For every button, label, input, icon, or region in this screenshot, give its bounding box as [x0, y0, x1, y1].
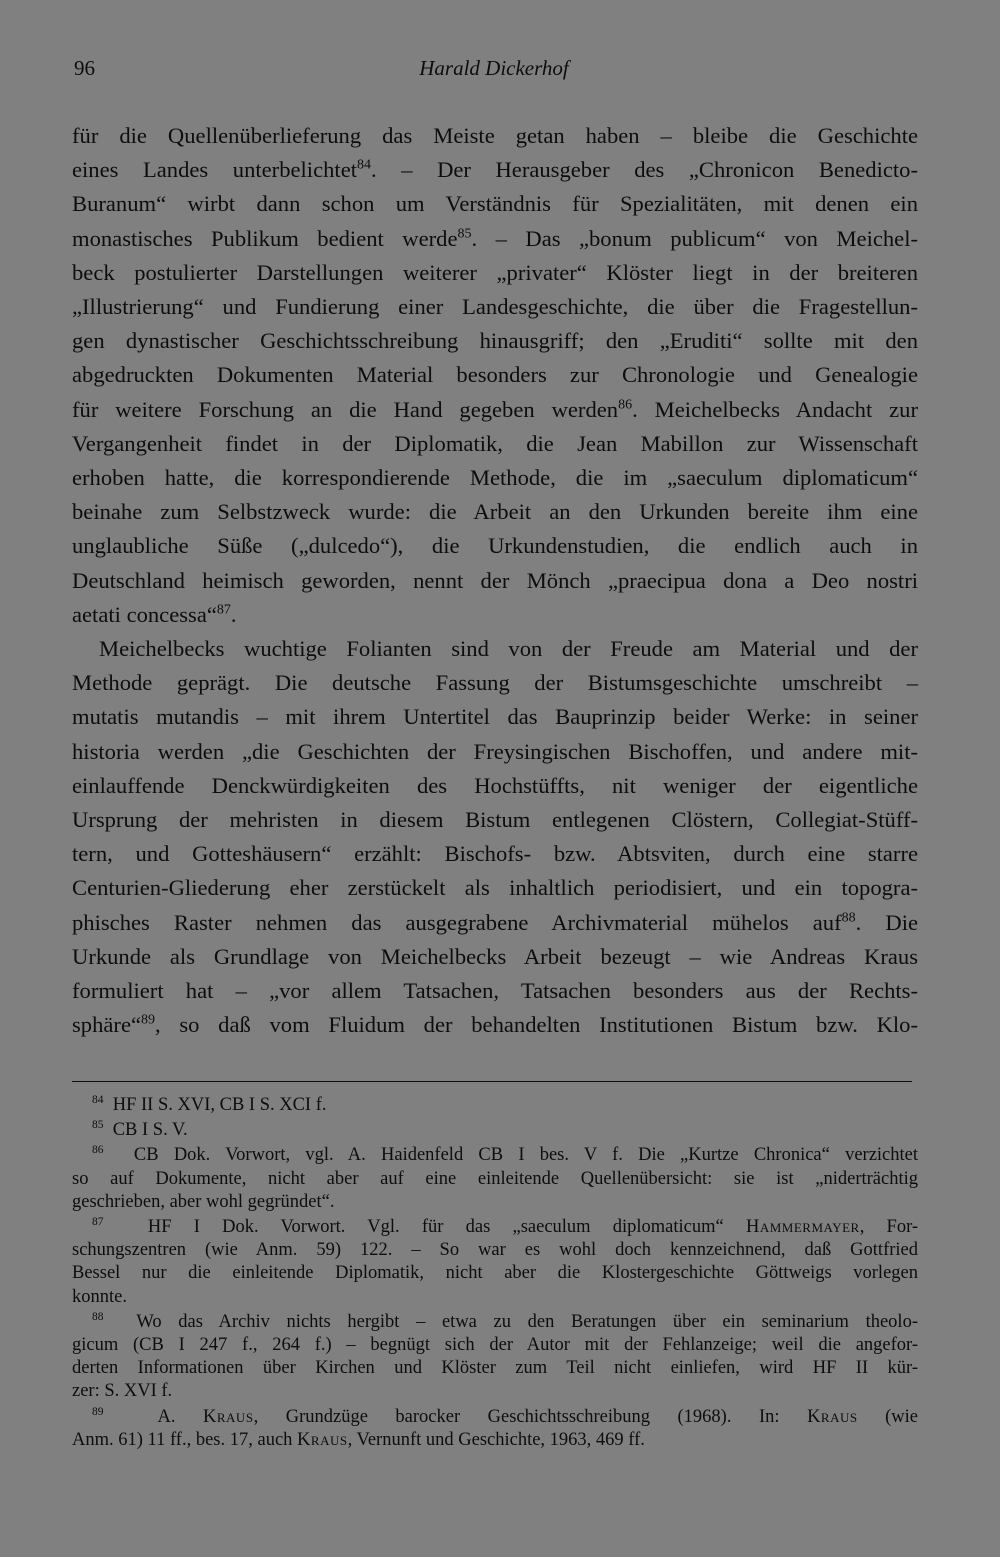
text-line: monastisches Publikum bedient werde$^{85}$. – Das „bonum publicum“ von Meichel- — [72, 225, 918, 251]
text-line: „Illustrierung“ und Fundierung einer Landesgeschichte, die über die Fragestellun- — [72, 294, 918, 320]
text-line: beinahe zum Selbstzweck wurde: die Arbeit an den Urkunden bereite ihm eine — [72, 499, 918, 525]
running-header — [74, 56, 914, 86]
footnote-ref: 87 — [216, 602, 231, 618]
footnote-88: $^{88}$ Wo das Archiv nichts hergibt – etwa zu den Beratungen über ein seminarium theolo- gicum (CB I 247 f., 264 f.) – begnügt sich der Autor mit der Fehlanzeige; weil die angefor- derten Informationen über Kirchen und Klöster zum Teil nicht einliefen, wird HF II kür- zer: S. XVI f. — [72, 1310, 918, 1402]
footnote-85: $^{85}$ CB I S. V. — [92, 1119, 188, 1141]
text-line: formuliert hat – „vor allem Tatsachen, Tatsachen besonders aus der Rechts- — [72, 978, 918, 1004]
text-line: einlauffende Denckwürdigkeiten des Hochstüffts, nit weniger der eigentliche — [72, 772, 918, 798]
text-line: abgedruckten Dokumenten Material besonders zur Chronologie und Genealogie — [72, 362, 918, 388]
footnotes — [72, 1094, 918, 1454]
footnote-89: $^{89}$ A. Kraus, Grundzüge barocker Geschichtsschreibung (1968). In: Kraus (wie Anm. 61) 11 ff., bes. 17, auch Kraus, Vernunft und Geschichte, 1963, 469 ff. — [72, 1405, 919, 1450]
footnote-ref: 89 — [141, 1012, 155, 1028]
text-line: sphäre“$^{89}$, so daß vom Fluidum der behandelten Institutionen Bistum bzw. Klo- — [72, 1012, 918, 1038]
page-number: 96 — [74, 56, 95, 80]
footnote-ref: 85 — [457, 226, 472, 242]
text-line: Meichelbecks wuchtige Folianten sind von der Freude am Material und der — [99, 636, 918, 662]
text-line: unglaubliche Süße („dulcedo“), die Urkundenstudien, die endlich auch in — [72, 533, 918, 559]
text-line: Centurien-Gliederung eher zerstückelt als inhaltlich periodisiert, und ein topogra- — [72, 875, 918, 901]
text-line: Vergangenheit findet in der Diplomatik, die Jean Mabillon zur Wissenschaft — [72, 430, 918, 456]
footnote-separator — [72, 1081, 912, 1082]
main-text — [72, 119, 918, 1042]
text-line: für weitere Forschung an die Hand gegeben werden$^{86}$. Meichelbecks Andacht zur — [72, 396, 918, 422]
text-line: mutatis mutandis – mit ihrem Untertitel das Bauprinzip beider Werke: in seiner — [72, 704, 918, 730]
footnote-87: $^{87}$ HF I Dok. Vorwort. Vgl. für das „saeculum diplomaticum“ Hammermayer, For- schungszentren (wie Anm. 59) 122. – So war es wohl doch kennzeichnend, daß Gottfried Bessel nur die einleitende Diplomatik, nicht aber die Klostergeschichte Göttweigs vorlegen konnte. — [72, 1215, 919, 1307]
text-line: aetati concessa“$^{87}$. — [72, 601, 237, 627]
text-line: Methode geprägt. Die deutsche Fassung der Bistumsgeschichte umschreibt – — [72, 670, 918, 696]
footnote-84: $^{84}$ HF II S. XVI, CB I S. XCI f. — [92, 1093, 327, 1115]
text-line: gen dynastischer Geschichtsschreibung hinausgriff; den „Eruditi“ sollte mit den — [72, 328, 918, 354]
text-line: für die Quellenüberlieferung das Meiste getan haben – bleibe die Geschichte — [72, 123, 918, 148]
text-line: Buranum“ wirbt dann schon um Verständnis für Spezialitäten, mit denen ein — [72, 191, 918, 217]
text-line: eines Landes unterbelichtet$^{84}$. – Der Herausgeber des „Chronicon Benedicto- — [72, 157, 918, 183]
text-line: Urkunde als Grundlage von Meichelbecks Arbeit bezeugt – wie Andreas Kraus — [72, 943, 918, 969]
footnote-ref: 84 — [357, 157, 371, 173]
running-head-author: Harald Dickerhof — [419, 56, 569, 80]
text-line: phisches Raster nehmen das ausgegrabene Archivmaterial mühelos auf$^{88}$. Die — [72, 909, 918, 935]
text-line: tern, und Gotteshäusern“ erzählt: Bischofs- bzw. Abtsviten, durch eine starre — [72, 841, 918, 867]
text-line: Ursprung der mehristen in diesem Bistum entlegenen Clöstern, Collegiat-Stüff- — [72, 807, 918, 833]
text-line: Deutschland heimisch geworden, nennt der Mönch „praecipua dona a Deo nostri — [72, 567, 918, 593]
text-line: beck postulierter Darstellungen weiterer „privater“ Klöster liegt in der breiteren — [72, 259, 918, 285]
text-line: erhoben hatte, die korrespondierende Methode, die im „saeculum diplomaticum“ — [72, 465, 918, 491]
footnote-86: $^{86}$ CB Dok. Vorwort, vgl. A. Haidenfeld CB I bes. V f. Die „Kurtze Chronica“ verzichtet so auf Dokumente, nicht aber auf eine einleitende Quellenübersicht: sie ist „niderträchtig geschrieben, aber wohl gegründet“. — [72, 1144, 918, 1212]
text-line: historia werden „die Geschichten der Freysingischen Bischoffen, und andere mit- — [72, 738, 918, 764]
footnote-ref: 86 — [618, 397, 633, 413]
footnote-ref: 88 — [841, 910, 856, 926]
